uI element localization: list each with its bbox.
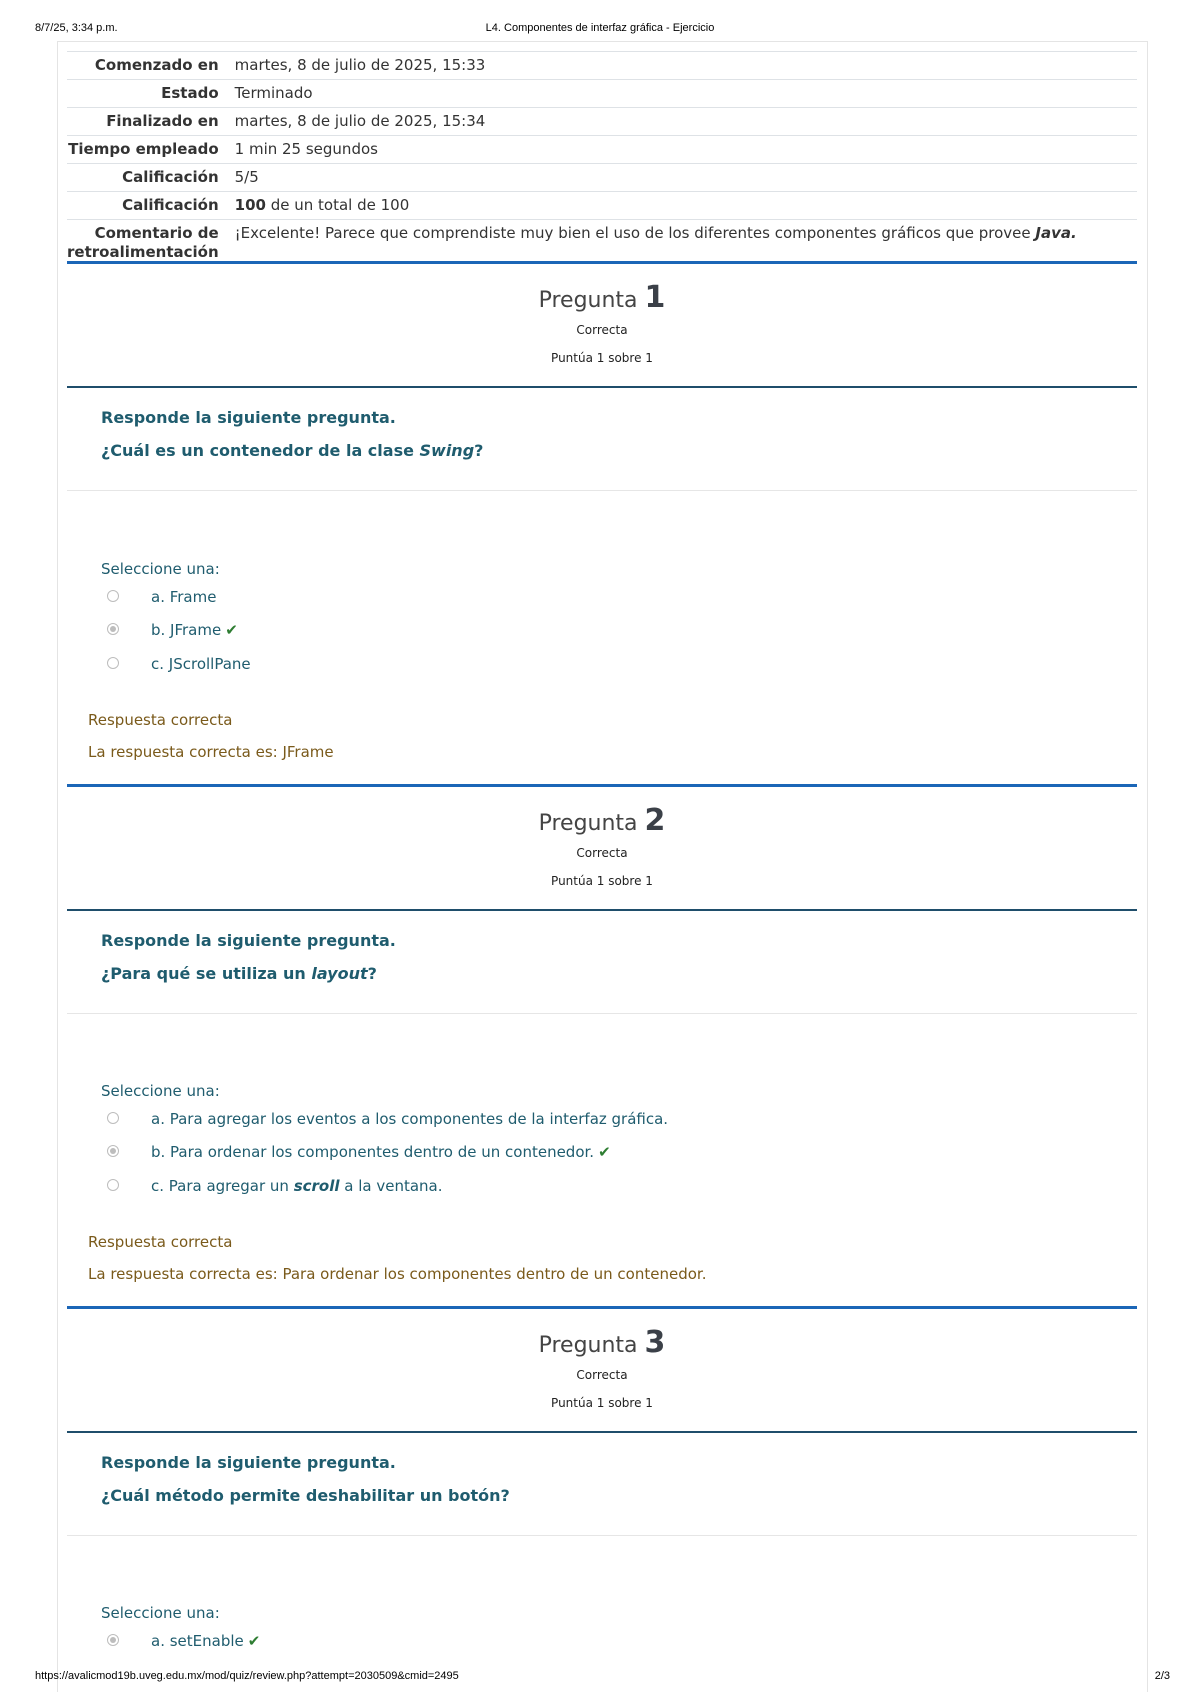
- grade-total: de un total de 100: [265, 196, 410, 214]
- prompt-text: ¿Cuál método permite deshabilitar un botón?: [101, 1486, 510, 1505]
- option-label: b. JFrame: [151, 621, 222, 639]
- question-title: [67, 282, 1137, 317]
- feedback-status: Respuesta correcta: [88, 711, 233, 729]
- summary-value: 1 min 25 segundos: [235, 136, 1137, 164]
- prompt-text: ¿Para qué se utiliza un: [101, 964, 312, 983]
- summary-value: martes, 8 de julio de 2025, 15:33: [235, 52, 1137, 80]
- check-icon: ✔: [598, 1143, 611, 1161]
- feedback-label-line1: Comentario de: [94, 224, 219, 242]
- question-header-3: [67, 1306, 1137, 1433]
- question-intro: Responde la siguiente pregunta.: [101, 408, 396, 427]
- select-one-label: Seleccione una:: [101, 1604, 220, 1622]
- option-label-text-end: a la ventana.: [339, 1177, 443, 1195]
- prompt-text: ¿Cuál es un contenedor de la clase: [101, 441, 420, 460]
- question-number: 3: [644, 1325, 666, 1360]
- question-header-2: [67, 784, 1137, 911]
- prompt-emphasis: layout: [311, 964, 368, 983]
- feedback-text: ¡Excelente! Parece que comprendiste muy bien el uso de los diferentes componentes gráficos que provee: [234, 224, 1036, 242]
- prompt-text-end: ?: [474, 441, 484, 460]
- question-title-label: Pregunta: [538, 811, 638, 836]
- summary-row-feedback: [67, 220, 1137, 267]
- question-text-3: [67, 1431, 1137, 1536]
- print-datetime: 8/7/25, 3:34 p.m.: [35, 22, 118, 34]
- summary-label: Tiempo empleado: [67, 136, 235, 164]
- option-label: b. Para ordenar los componentes dentro de un contenedor.: [151, 1143, 595, 1161]
- summary-label: [67, 220, 235, 267]
- question-title-label: Pregunta: [538, 1333, 638, 1358]
- feedback-label-line2: retroalimentación: [67, 243, 219, 261]
- question-state: Correcta: [576, 1368, 628, 1382]
- prompt-emphasis: Swing: [419, 441, 475, 460]
- check-icon: ✔: [225, 621, 238, 639]
- summary-value: Terminado: [235, 80, 1137, 108]
- option-label-emphasis: scroll: [293, 1177, 340, 1195]
- summary-value: 5/5: [235, 164, 1137, 192]
- question-prompt: [101, 964, 377, 983]
- summary-value: [235, 220, 1137, 267]
- radio-button[interactable]: [107, 657, 119, 669]
- prompt-text-end: ?: [367, 964, 377, 983]
- attempt-summary-table: [67, 51, 1137, 266]
- question-state: Correcta: [576, 846, 628, 860]
- option-label: a. setEnable: [151, 1632, 244, 1650]
- question-prompt: [101, 441, 483, 460]
- summary-row-state: [67, 80, 1137, 108]
- option-label-wrap: [151, 620, 238, 640]
- feedback-correct-answer: La respuesta correcta es: Para ordenar los componentes dentro de un contenedor.: [88, 1265, 707, 1283]
- option-label-wrap: [151, 1142, 611, 1162]
- summary-label: Estado: [67, 80, 235, 108]
- question-state: Correcta: [576, 323, 628, 337]
- question-intro: Responde la siguiente pregunta.: [101, 1453, 396, 1472]
- print-title: L4. Componentes de interfaz gráfica - Ejercicio: [485, 22, 715, 34]
- summary-label: Calificación: [67, 192, 235, 220]
- summary-value: [235, 192, 1137, 220]
- question-grade: Puntúa 1 sobre 1: [551, 351, 653, 365]
- option-label: a. Para agregar los eventos a los componentes de la interfaz gráfica.: [151, 1110, 669, 1128]
- question-intro: Responde la siguiente pregunta.: [101, 931, 396, 950]
- question-title: [67, 805, 1137, 840]
- summary-row-grade: [67, 192, 1137, 220]
- option-label: c. JScrollPane: [151, 655, 251, 673]
- summary-row-started: [67, 52, 1137, 80]
- radio-button-selected[interactable]: [107, 1145, 119, 1157]
- option-label: [151, 1176, 443, 1196]
- grade-score: 100: [234, 196, 266, 214]
- summary-value: martes, 8 de julio de 2025, 15:34: [235, 108, 1137, 136]
- question-number: 2: [644, 803, 666, 838]
- question-header-1: [67, 261, 1137, 388]
- print-page-number: 2/3: [1154, 1670, 1170, 1682]
- print-header: [0, 22, 1200, 36]
- summary-label: Calificación: [67, 164, 235, 192]
- option-label-text: c. Para agregar un: [151, 1177, 294, 1195]
- question-number: 1: [644, 280, 666, 315]
- print-url: https://avalicmod19b.uveg.edu.mx/mod/quiz/review.php?attempt=2030509&cmid=2495: [35, 1670, 459, 1682]
- radio-button[interactable]: [107, 590, 119, 602]
- summary-row-marks: [67, 164, 1137, 192]
- check-icon: ✔: [247, 1632, 261, 1650]
- question-grade: Puntúa 1 sobre 1: [551, 874, 653, 888]
- question-title: [67, 1327, 1137, 1362]
- question-title-label: Pregunta: [538, 288, 638, 313]
- radio-button-selected[interactable]: [107, 1634, 119, 1646]
- radio-button[interactable]: [107, 1179, 119, 1191]
- question-prompt: [101, 1486, 510, 1505]
- option-label-wrap: [151, 1631, 260, 1651]
- feedback-correct-answer: La respuesta correcta es: JFrame: [88, 743, 334, 761]
- question-grade: Puntúa 1 sobre 1: [551, 1396, 653, 1410]
- feedback-emphasis: Java.: [1035, 224, 1077, 242]
- feedback-status: Respuesta correcta: [88, 1233, 233, 1251]
- summary-row-finished: [67, 108, 1137, 136]
- print-footer: [0, 1670, 1200, 1684]
- question-text-1: [67, 386, 1137, 491]
- radio-button[interactable]: [107, 1112, 119, 1124]
- summary-label: Finalizado en: [67, 108, 235, 136]
- option-label: a. Frame: [151, 588, 217, 606]
- select-one-label: Seleccione una:: [101, 1082, 220, 1100]
- question-text-2: [67, 909, 1137, 1014]
- select-one-label: Seleccione una:: [101, 560, 220, 578]
- summary-row-time: [67, 136, 1137, 164]
- summary-label: Comenzado en: [67, 52, 235, 80]
- radio-button-selected[interactable]: [107, 623, 119, 635]
